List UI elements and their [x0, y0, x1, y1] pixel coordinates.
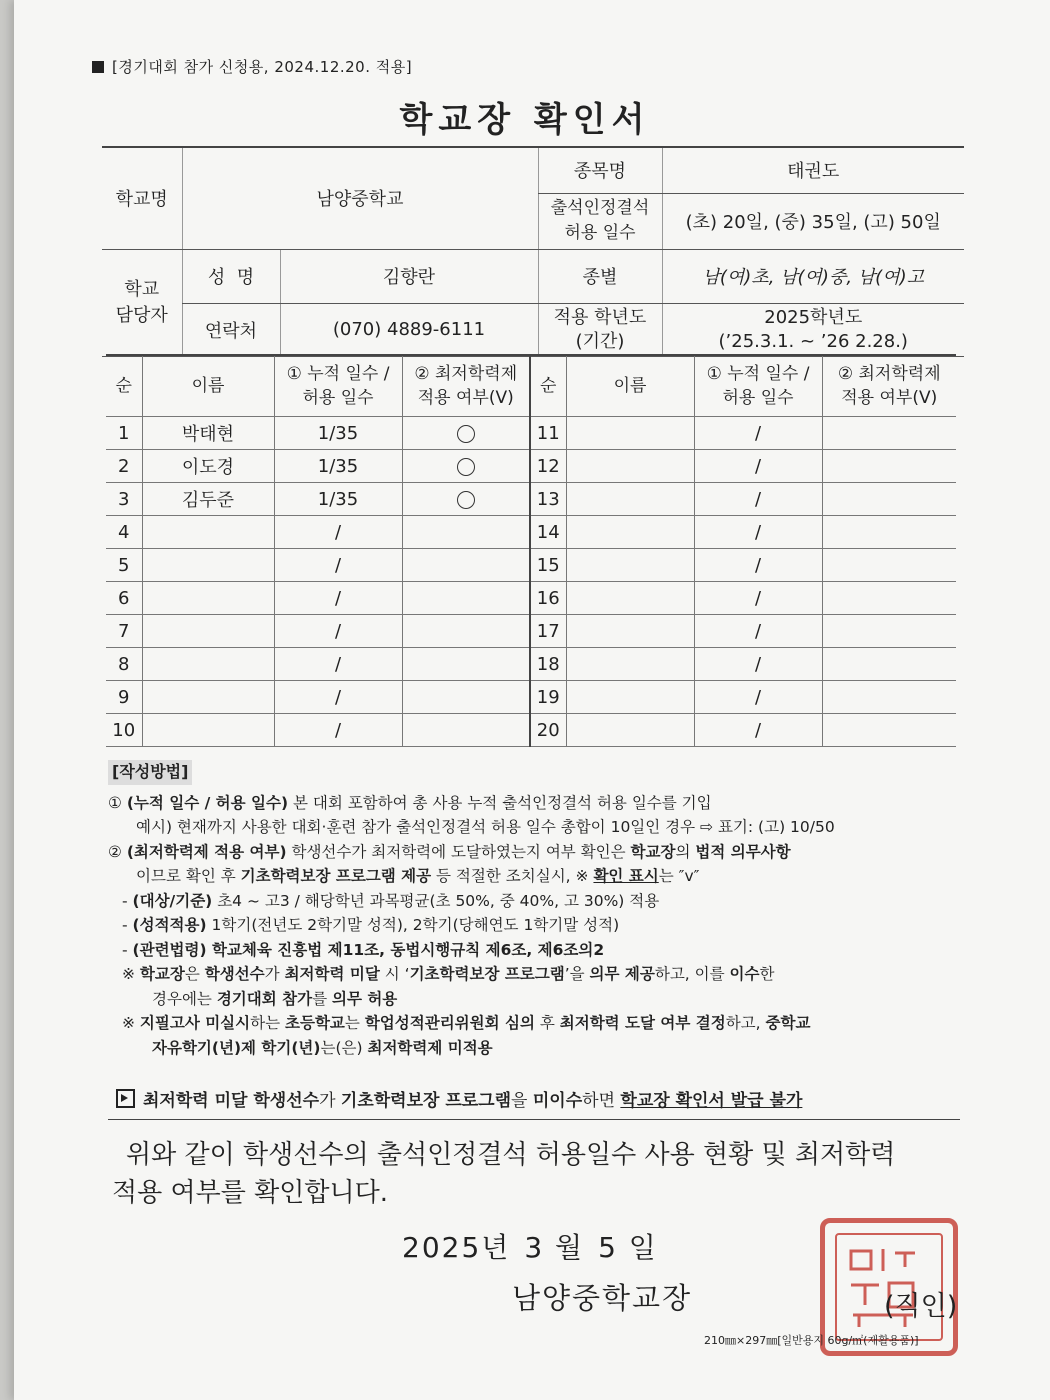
row-days: /	[694, 681, 822, 714]
category-label: 종별	[538, 249, 662, 303]
desk-background	[0, 0, 14, 1400]
warning-line: 최저학력 미달 학생선수가 기초학력보장 프로그램을 미이수하면 학교장 확인서 발급 불가	[116, 1086, 802, 1111]
row-min	[822, 450, 956, 483]
row-no: 1	[106, 417, 142, 450]
row-name	[566, 483, 694, 516]
row-name	[142, 516, 274, 549]
row-no: 14	[530, 516, 566, 549]
table-row	[106, 450, 956, 483]
row-days: 1/35	[274, 450, 402, 483]
writing-instructions: [작성방법] ① (누적 일수 / 허용 일수) 본 대회 포함하여 총 사용 누적 출석인정결석 허용 일수를 기입 예시) 현재까지 사용한 대회·훈련 참가 출석인정결석 허용 일수 총합이 10일인 경우 ⇨ 표기: (고) 10/50 ② (최저학력제 적용 여부) 학생선수가 최저학력에 도달하였는지 여부 확인은 학교장의 법적 의무사항 이므로 확인 후 기초학력보장 프로그램 제공 등 적절한 조치실시, ※ 확인 표시는 ″v″ - (대상/기준) 초4 ~ 고3 / 해당학년 과목평균(초 50%, 중 40%, 고 30%) 적용 - (성적적용) 1학기(전년도 2학기말 성적), 2학기(당해연도 1학기말 성적) - (관련법령) 학교체육 진흥법 제11조, 동법시행규칙 제6조, 제6조의2 ※ 학교장은 학생선수가 최저학력 미달 시 ‘기초학력보장 프로그램’을 의무 제공하고, 이를 이수한 경우에는 경기대회 참가를 의무 허용 ※ 지필고사 미실시하는 초등학교는 학업성적관리위원회 심의 후 최저학력 도달 여부 결정하고, 중학교 자유학기(년)제 학기(년)는(은) 최저학력제 미적용	[108, 762, 835, 1057]
row-name	[142, 681, 274, 714]
contact-value: (070) 4889-6111	[280, 303, 538, 356]
student-list-table	[106, 354, 956, 747]
school-name-value: 남양중학교	[182, 147, 538, 249]
table-row	[106, 615, 956, 648]
row-min	[402, 549, 530, 582]
row-name	[566, 582, 694, 615]
header-days: ① 누적 일수 / 허용 일수	[274, 355, 402, 417]
row-min	[822, 417, 956, 450]
row-name: 박태현	[142, 417, 274, 450]
row-min	[822, 483, 956, 516]
row-name: 이도경	[142, 450, 274, 483]
year-label: 적용 학년도 (기간)	[538, 303, 662, 356]
table-row	[106, 714, 956, 747]
row-name	[566, 714, 694, 747]
absence-days-value: (초) 20일, (중) 35일, (고) 50일	[662, 193, 964, 249]
row-min	[822, 582, 956, 615]
row-days: /	[694, 516, 822, 549]
row-name	[142, 549, 274, 582]
row-min	[822, 681, 956, 714]
row-days: /	[274, 615, 402, 648]
row-min	[402, 450, 530, 483]
header-no: 순	[106, 355, 142, 417]
row-name: 김두준	[142, 483, 274, 516]
row-no: 5	[106, 549, 142, 582]
row-name	[566, 648, 694, 681]
row-name	[142, 582, 274, 615]
circle-mark-icon	[457, 425, 475, 443]
row-min	[402, 582, 530, 615]
school-name-label: 학교명	[102, 147, 182, 249]
sport-value: 태권도	[662, 147, 964, 193]
row-name	[566, 549, 694, 582]
table-row	[106, 681, 956, 714]
row-days: /	[274, 549, 402, 582]
manager-name-label: 성 명	[182, 249, 280, 303]
row-no: 20	[530, 714, 566, 747]
row-min	[822, 516, 956, 549]
seal-note: (직인)	[884, 1291, 958, 1322]
category-value: 남(여)초, 남(여)중, 남(여)고	[662, 249, 964, 303]
row-no: 7	[106, 615, 142, 648]
row-days: /	[694, 417, 822, 450]
row-no: 17	[530, 615, 566, 648]
row-min	[402, 615, 530, 648]
row-days: /	[694, 714, 822, 747]
row-min	[402, 417, 530, 450]
row-no: 15	[530, 549, 566, 582]
row-no: 10	[106, 714, 142, 747]
row-no: 2	[106, 450, 142, 483]
row-days: /	[694, 582, 822, 615]
row-days: /	[274, 714, 402, 747]
row-days: /	[694, 483, 822, 516]
row-min	[822, 549, 956, 582]
row-days: /	[694, 615, 822, 648]
row-min	[402, 483, 530, 516]
row-min	[822, 615, 956, 648]
manager-label: 학교 담당자	[102, 249, 182, 356]
row-name	[566, 450, 694, 483]
row-no: 3	[106, 483, 142, 516]
row-days: /	[694, 450, 822, 483]
row-name	[566, 516, 694, 549]
row-name	[142, 714, 274, 747]
row-no: 11	[530, 417, 566, 450]
row-no: 19	[530, 681, 566, 714]
paper-spec-footer: 210㎜×297㎜[일반용지 60g/㎡(재활용품)]	[704, 1334, 919, 1347]
row-no: 12	[530, 450, 566, 483]
instructions-label: [작성방법]	[108, 760, 192, 785]
row-no: 18	[530, 648, 566, 681]
row-no: 4	[106, 516, 142, 549]
row-name	[566, 417, 694, 450]
info-table	[102, 146, 964, 357]
row-days: /	[274, 648, 402, 681]
manager-name-value: 김향란	[280, 249, 538, 303]
row-name	[142, 615, 274, 648]
header-min-2: ② 최저학력제 적용 여부(V)	[822, 355, 956, 417]
table-row	[106, 483, 956, 516]
square-bullet-icon	[92, 61, 104, 73]
table-row	[106, 648, 956, 681]
row-no: 13	[530, 483, 566, 516]
header-no-2: 순	[530, 355, 566, 417]
header-days-2: ① 누적 일수 / 허용 일수	[694, 355, 822, 417]
row-days: 1/35	[274, 417, 402, 450]
header-name-2: 이름	[566, 355, 694, 417]
row-min	[822, 648, 956, 681]
row-name	[142, 648, 274, 681]
header-min: ② 최저학력제 적용 여부(V)	[402, 355, 530, 417]
row-days: 1/35	[274, 483, 402, 516]
table-row	[106, 516, 956, 549]
issue-date: 2025년 3 월 5 일	[402, 1231, 658, 1264]
row-days: /	[274, 582, 402, 615]
arrow-box-icon	[116, 1089, 135, 1108]
row-name	[566, 615, 694, 648]
row-name	[566, 681, 694, 714]
header-note: [경기대회 참가 신청용, 2024.12.20. 적용]	[92, 56, 412, 77]
signer-name: 남양중학교장	[512, 1281, 693, 1315]
row-days: /	[274, 681, 402, 714]
row-min	[402, 516, 530, 549]
circle-mark-icon	[457, 458, 475, 476]
row-min	[402, 681, 530, 714]
row-days: /	[694, 549, 822, 582]
circle-mark-icon	[457, 491, 475, 509]
row-no: 16	[530, 582, 566, 615]
table-row	[106, 582, 956, 615]
row-no: 9	[106, 681, 142, 714]
row-min	[402, 648, 530, 681]
table-row	[106, 549, 956, 582]
row-days: /	[274, 516, 402, 549]
absence-days-label: 출석인정결석 허용 일수	[538, 193, 662, 249]
year-value: 2025학년도 (’25.3.1. ~ ’26 2.28.)	[662, 303, 964, 356]
table-row	[106, 417, 956, 450]
row-days: /	[694, 648, 822, 681]
divider	[108, 1119, 960, 1120]
row-no: 6	[106, 582, 142, 615]
row-min	[402, 714, 530, 747]
header-name: 이름	[142, 355, 274, 417]
row-min	[822, 714, 956, 747]
confirmation-text: 위와 같이 학생선수의 출석인정결석 허용일수 사용 현황 및 최저학력 적용 여부를 확인합니다.	[112, 1140, 896, 1208]
contact-label: 연락처	[182, 303, 280, 356]
document-title: 학교장 확인서	[399, 100, 651, 140]
row-no: 8	[106, 648, 142, 681]
sport-label: 종목명	[538, 147, 662, 193]
